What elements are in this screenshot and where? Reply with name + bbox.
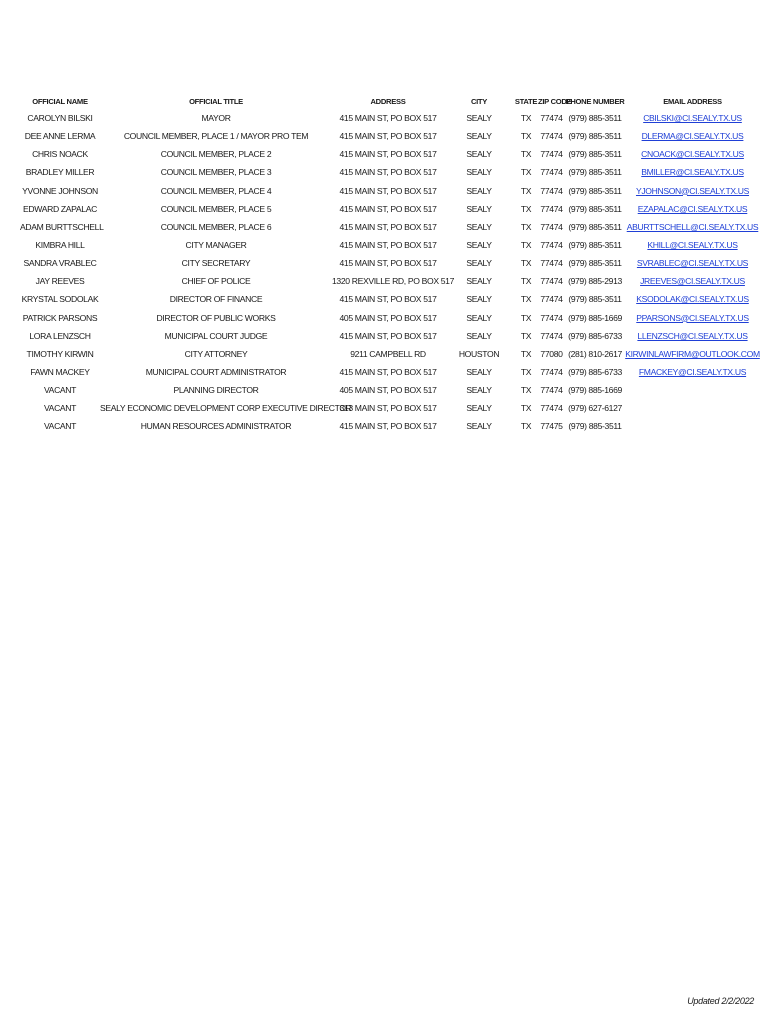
cell-state: TX (520, 203, 532, 214)
cell-official-title: CITY ATTORNEY (184, 348, 248, 359)
table-row (20, 290, 760, 308)
cell-official-name: TIMOTHY KIRWIN (26, 348, 94, 359)
cell-phone-number: (979) 627-6127 (568, 403, 622, 414)
cell-address: 415 MAIN ST, PO BOX 517 (339, 258, 437, 269)
email-link[interactable]: LLENZSCH@CI.SEALY.TX.US (637, 330, 748, 341)
cell-city: SEALY (466, 113, 492, 124)
cell-zip-code: 77474 (540, 312, 563, 323)
cell-city: SEALY (466, 258, 492, 269)
cell-state: TX (520, 348, 532, 359)
cell-city: SEALY (466, 203, 492, 214)
email-link[interactable]: FMACKEY@CI.SEALY.TX.US (638, 367, 747, 378)
cell-official-name: BRADLEY MILLER (25, 167, 95, 178)
table-row (20, 236, 760, 254)
cell-phone-number: (979) 885-3511 (568, 113, 622, 124)
email-link[interactable]: CNOACK@CI.SEALY.TX.US (641, 149, 744, 160)
cell-city: SEALY (466, 149, 492, 160)
email-link[interactable]: EZAPALAC@CI.SEALY.TX.US (637, 203, 748, 214)
header-city: CITY (470, 96, 488, 106)
email-link[interactable]: KHILL@CI.SEALY.TX.US (647, 240, 738, 251)
cell-state: TX (520, 185, 532, 196)
cell-official-title: DIRECTOR OF PUBLIC WORKS (156, 312, 276, 323)
cell-official-title: DIRECTOR OF FINANCE (169, 294, 263, 305)
cell-email-address (625, 109, 760, 127)
cell-phone-number: (979) 885-3511 (568, 421, 622, 432)
cell-official-title: SEALY ECONOMIC DEVELOPMENT CORP EXECUTIVE DIRECTOR (100, 403, 352, 414)
cell-city: SEALY (466, 312, 492, 323)
cell-state: TX (520, 131, 532, 142)
table-row (20, 272, 760, 290)
cell-zip-code: 77474 (540, 276, 563, 287)
cell-email-address (625, 254, 760, 272)
cell-email-address (625, 236, 760, 254)
cell-phone-number: (979) 885-6733 (568, 367, 622, 378)
cell-state: TX (520, 240, 532, 251)
cell-state: TX (520, 385, 532, 396)
cell-city: SEALY (466, 367, 492, 378)
cell-zip-code: 77474 (540, 294, 563, 305)
cell-address: 415 MAIN ST, PO BOX 517 (339, 221, 437, 232)
email-link[interactable]: SVRABLEC@CI.SEALY.TX.US (636, 258, 749, 269)
cell-official-title: PLANNING DIRECTOR (173, 385, 259, 396)
cell-official-name: VACANT (43, 385, 77, 396)
email-link[interactable]: ABURTTSCHELL@CI.SEALY.TX.US (626, 221, 759, 232)
table-header-row (20, 93, 760, 109)
cell-address: 1320 REXVILLE RD, PO BOX 517 (332, 276, 455, 287)
cell-zip-code: 77080 (540, 348, 563, 359)
header-official-title: OFFICIAL TITLE (189, 96, 243, 106)
table-row (20, 163, 760, 181)
cell-city: SEALY (466, 294, 492, 305)
cell-address: 415 MAIN ST, PO BOX 517 (339, 203, 437, 214)
table-row (20, 327, 760, 345)
cell-address: 405 MAIN ST, PO BOX 517 (339, 312, 437, 323)
cell-address: 415 MAIN ST, PO BOX 517 (339, 294, 437, 305)
cell-email-address (625, 345, 760, 363)
cell-official-title: CITY SECRETARY (181, 258, 251, 269)
cell-phone-number: (979) 885-3511 (568, 294, 622, 305)
header-official-name: OFFICIAL NAME (32, 96, 88, 106)
cell-city: SEALY (466, 131, 492, 142)
table-row (20, 200, 760, 218)
cell-official-name: CAROLYN BILSKI (27, 113, 93, 124)
cell-city: SEALY (466, 185, 492, 196)
cell-official-title: COUNCIL MEMBER, PLACE 6 (160, 221, 272, 232)
cell-city: SEALY (466, 276, 492, 287)
cell-official-name: KRYSTAL SODOLAK (21, 294, 99, 305)
cell-state: TX (520, 294, 532, 305)
cell-official-name: JAY REEVES (35, 276, 85, 287)
cell-official-title: COUNCIL MEMBER, PLACE 3 (160, 167, 272, 178)
cell-address: 415 MAIN ST, PO BOX 517 (339, 240, 437, 251)
cell-zip-code: 77474 (540, 149, 563, 160)
cell-phone-number: (979) 885-3511 (568, 240, 622, 251)
table-row (20, 218, 760, 236)
cell-email-address (625, 200, 760, 218)
updated-date: Updated 2/2/2022 (687, 996, 754, 1006)
cell-official-title: COUNCIL MEMBER, PLACE 2 (160, 149, 272, 160)
table-row (20, 381, 760, 399)
table-row (20, 254, 760, 272)
cell-state: TX (520, 258, 532, 269)
email-link[interactable]: KSODOLAK@CI.SEALY.TX.US (636, 294, 749, 305)
cell-official-name: ADAM BURTTSCHELL (20, 221, 104, 232)
table-row (20, 109, 760, 127)
cell-official-name: DEE ANNE LERMA (24, 131, 96, 142)
cell-address: 415 MAIN ST, PO BOX 517 (339, 367, 437, 378)
cell-official-name: CHRIS NOACK (32, 149, 88, 160)
cell-zip-code: 77474 (540, 330, 563, 341)
cell-official-name: FAWN MACKEY (30, 367, 90, 378)
cell-official-name: LORA LENZSCH (29, 330, 91, 341)
cell-official-name: PATRICK PARSONS (22, 312, 98, 323)
email-link[interactable]: CBILSKI@CI.SEALY.TX.US (643, 113, 742, 124)
cell-address: 415 MAIN ST, PO BOX 517 (339, 149, 437, 160)
cell-zip-code: 77474 (540, 113, 563, 124)
table-row (20, 399, 760, 417)
cell-zip-code: 77474 (540, 167, 563, 178)
cell-state: TX (520, 403, 532, 414)
cell-zip-code: 77474 (540, 185, 563, 196)
cell-official-title: COUNCIL MEMBER, PLACE 5 (160, 203, 272, 214)
cell-official-title: MAYOR (201, 113, 231, 124)
cell-email-address (625, 399, 760, 417)
email-link[interactable]: YJOHNSON@CI.SEALY.TX.US (635, 185, 750, 196)
cell-city: HOUSTON (458, 348, 500, 359)
cell-city: SEALY (466, 221, 492, 232)
cell-address: 415 MAIN ST, PO BOX 517 (339, 330, 437, 341)
cell-zip-code: 77474 (540, 403, 563, 414)
cell-state: TX (520, 221, 532, 232)
cell-phone-number: (979) 885-3511 (568, 131, 622, 142)
cell-email-address (625, 163, 760, 181)
cell-phone-number: (979) 885-3511 (568, 185, 622, 196)
cell-phone-number: (281) 810-2617 (568, 348, 622, 359)
cell-city: SEALY (466, 403, 492, 414)
cell-state: TX (520, 276, 532, 287)
header-address: ADDRESS (370, 96, 406, 106)
cell-zip-code: 77474 (540, 131, 563, 142)
cell-phone-number: (979) 885-3511 (568, 167, 622, 178)
cell-state: TX (520, 367, 532, 378)
cell-official-name: VACANT (43, 403, 77, 414)
cell-zip-code: 77474 (540, 367, 563, 378)
cell-state: TX (520, 330, 532, 341)
email-link[interactable]: JREEVES@CI.SEALY.TX.US (640, 276, 745, 287)
table-row (20, 309, 760, 327)
cell-phone-number: (979) 885-1669 (568, 385, 622, 396)
cell-address: 313 MAIN ST, PO BOX 517 (339, 403, 437, 414)
cell-city: SEALY (466, 385, 492, 396)
cell-email-address (625, 381, 760, 399)
cell-official-name: VACANT (43, 421, 77, 432)
cell-official-title: CHIEF OF POLICE (181, 276, 251, 287)
officials-directory-table (20, 93, 760, 436)
cell-zip-code: 77474 (540, 258, 563, 269)
cell-city: SEALY (466, 330, 492, 341)
cell-email-address (625, 290, 760, 308)
email-link[interactable]: PPARSONS@CI.SEALY.TX.US (636, 312, 749, 323)
cell-official-title: MUNICIPAL COURT ADMINISTRATOR (145, 367, 287, 378)
cell-email-address (625, 145, 760, 163)
cell-official-name: EDWARD ZAPALAC (23, 203, 97, 214)
cell-city: SEALY (466, 167, 492, 178)
table-row (20, 417, 760, 435)
cell-zip-code: 77474 (540, 385, 563, 396)
cell-official-title: HUMAN RESOURCES ADMINISTRATOR (140, 421, 292, 432)
cell-zip-code: 77474 (540, 203, 563, 214)
header-phone-number: PHONE NUMBER (565, 96, 625, 106)
cell-phone-number: (979) 885-3511 (568, 149, 622, 160)
header-email-address: EMAIL ADDRESS (663, 96, 722, 106)
cell-email-address (625, 272, 760, 290)
cell-official-title: COUNCIL MEMBER, PLACE 1 / MAYOR PRO TEM (123, 131, 309, 142)
cell-email-address (625, 417, 760, 435)
cell-phone-number: (979) 885-1669 (568, 312, 622, 323)
cell-state: TX (520, 149, 532, 160)
cell-zip-code: 77474 (540, 240, 563, 251)
cell-state: TX (520, 312, 532, 323)
cell-phone-number: (979) 885-6733 (568, 330, 622, 341)
cell-city: SEALY (466, 240, 492, 251)
table-row (20, 363, 760, 381)
cell-zip-code: 77474 (540, 221, 563, 232)
cell-email-address (625, 363, 760, 381)
cell-official-name: KIMBRA HILL (35, 240, 85, 251)
cell-address: 415 MAIN ST, PO BOX 517 (339, 421, 437, 432)
cell-state: TX (520, 167, 532, 178)
cell-email-address (625, 327, 760, 345)
cell-phone-number: (979) 885-3511 (568, 203, 622, 214)
cell-official-title: CITY MANAGER (185, 240, 247, 251)
table-row (20, 182, 760, 200)
cell-address: 415 MAIN ST, PO BOX 517 (339, 185, 437, 196)
email-link[interactable]: DLERMA@CI.SEALY.TX.US (641, 131, 744, 142)
header-zip-code: ZIP CODE (538, 96, 572, 106)
cell-official-name: YVONNE JOHNSON (22, 185, 98, 196)
cell-city: SEALY (466, 421, 492, 432)
cell-zip-code: 77475 (540, 421, 563, 432)
cell-email-address (625, 218, 760, 236)
table-row (20, 345, 760, 363)
email-link[interactable]: BMILLER@CI.SEALY.TX.US (641, 167, 744, 178)
cell-address: 415 MAIN ST, PO BOX 517 (339, 113, 437, 124)
cell-phone-number: (979) 885-3511 (568, 258, 622, 269)
cell-official-title: MUNICIPAL COURT JUDGE (164, 330, 268, 341)
cell-address: 9211 CAMPBELL RD (350, 348, 426, 359)
cell-official-title: COUNCIL MEMBER, PLACE 4 (160, 185, 272, 196)
cell-state: TX (520, 421, 532, 432)
email-link[interactable]: KIRWINLAWFIRM@OUTLOOK.COM (625, 348, 760, 359)
table-row (20, 127, 760, 145)
cell-email-address (625, 309, 760, 327)
cell-email-address (625, 127, 760, 145)
cell-address: 415 MAIN ST, PO BOX 517 (339, 131, 437, 142)
cell-state: TX (520, 113, 532, 124)
cell-phone-number: (979) 885-2913 (568, 276, 622, 287)
table-row (20, 145, 760, 163)
cell-address: 415 MAIN ST, PO BOX 517 (339, 167, 437, 178)
cell-address: 405 MAIN ST, PO BOX 517 (339, 385, 437, 396)
cell-official-name: SANDRA VRABLEC (23, 258, 97, 269)
cell-email-address (625, 182, 760, 200)
cell-phone-number: (979) 885-3511 (568, 221, 622, 232)
header-state: STATE (514, 96, 538, 106)
